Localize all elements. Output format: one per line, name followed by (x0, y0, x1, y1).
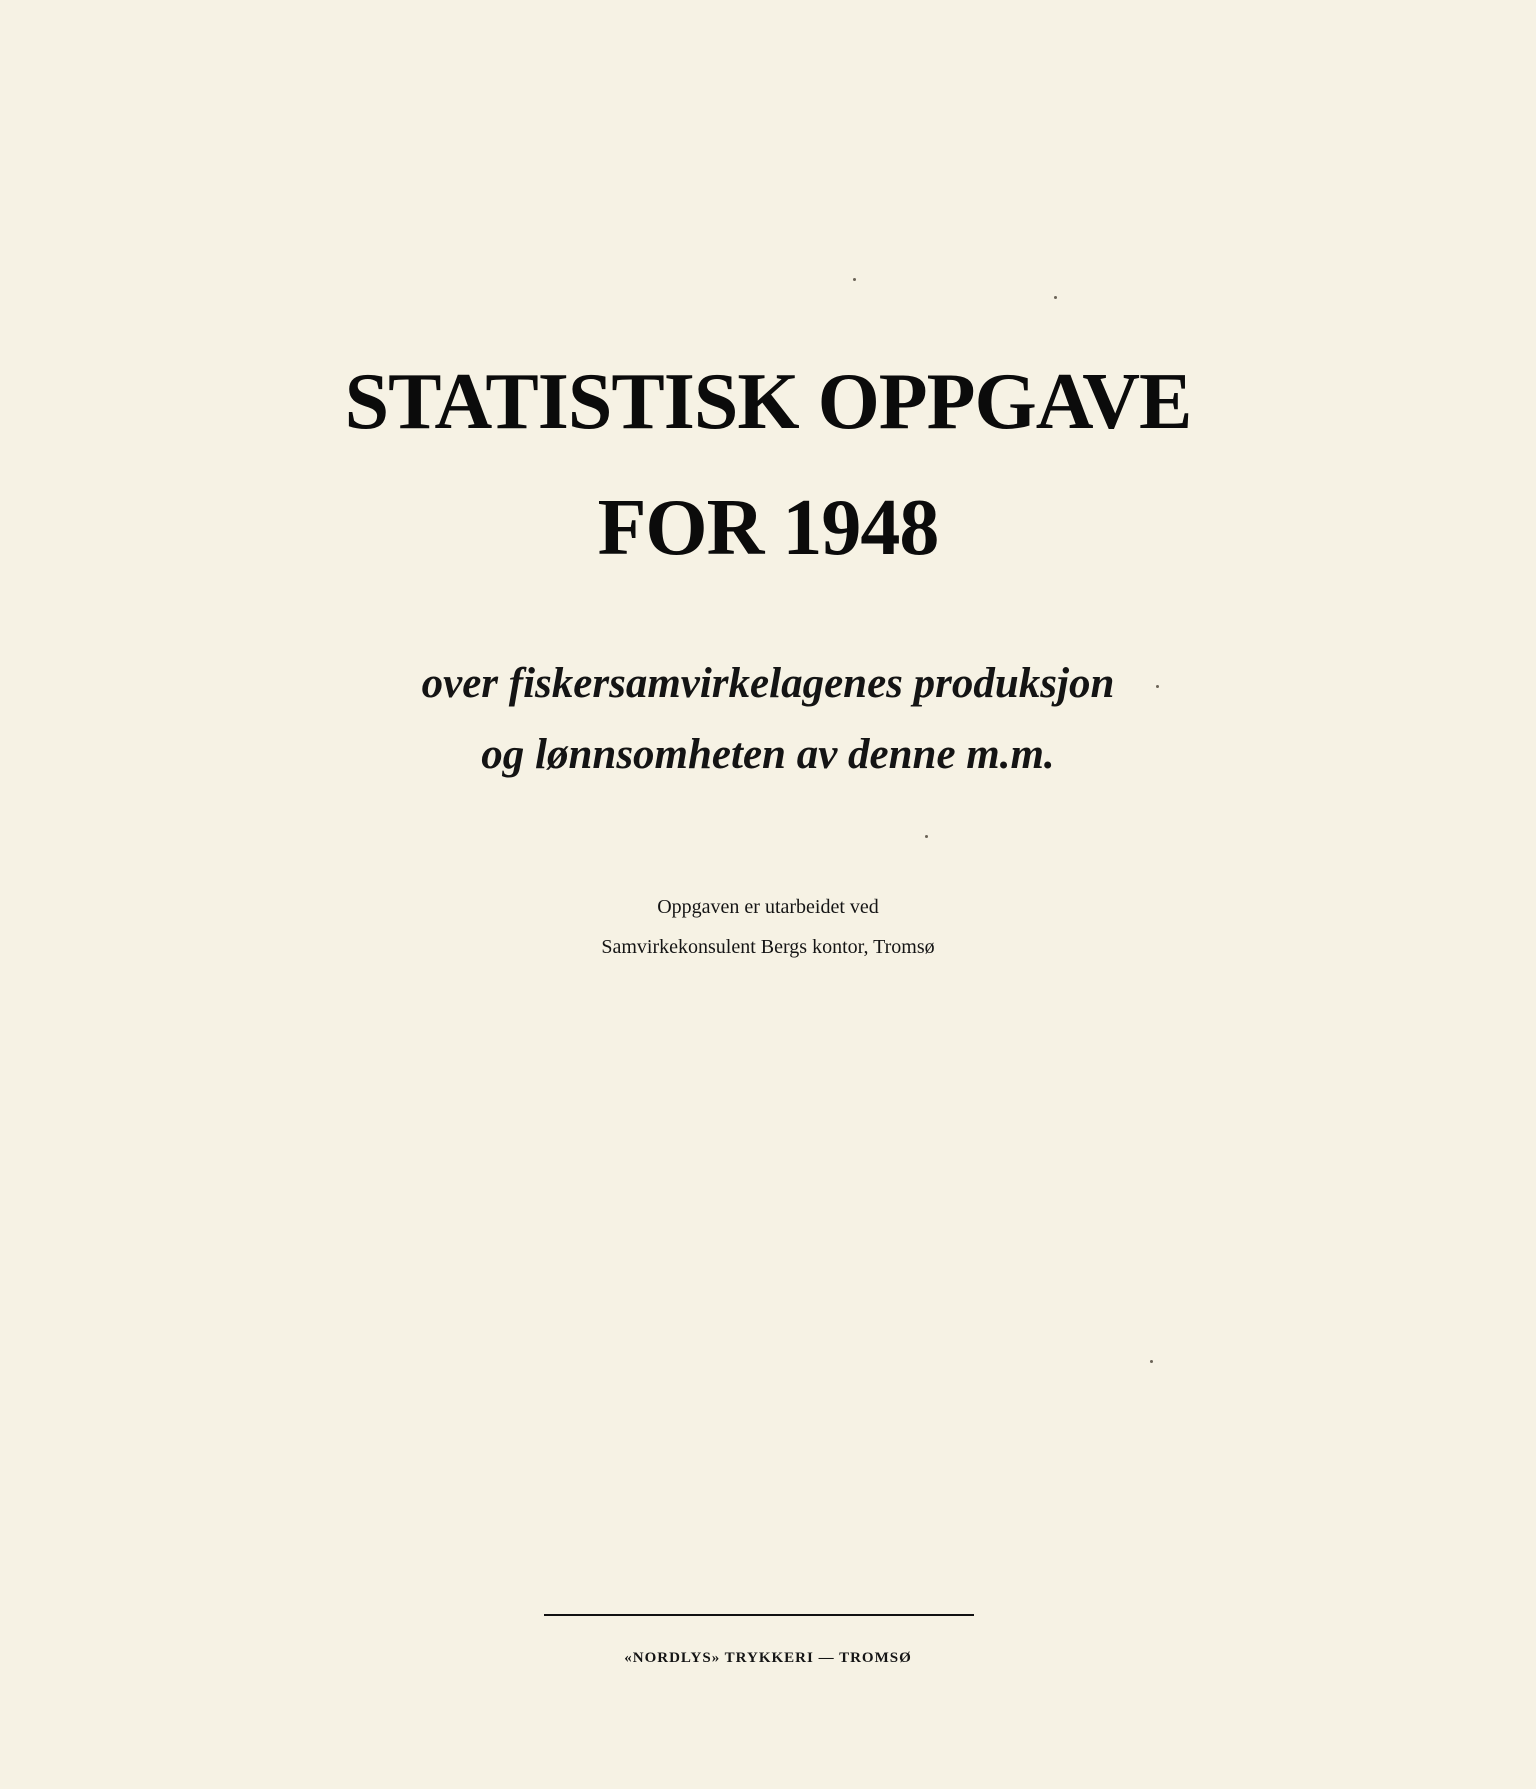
paper-speck (1150, 1360, 1153, 1363)
printer-imprint: «NORDLYS» TRYKKERI — TROMSØ (624, 1650, 912, 1666)
paper-speck (1054, 296, 1057, 299)
paper-speck (925, 835, 928, 838)
footer-rule (544, 1614, 974, 1616)
paper-speck (853, 278, 856, 281)
title-line-1: STATISTISK OPPGAVE (344, 358, 1192, 446)
credit-line-1: Oppgaven er utarbeidet ved (657, 896, 879, 918)
subtitle-line-1: over fiskersamvirkelagenes produksjon (421, 660, 1115, 707)
paper-speck (1156, 685, 1159, 688)
title-line-2: FOR 1948 (597, 484, 939, 572)
subtitle-line-2: og lønnsomheten av denne m.m. (481, 731, 1055, 778)
credit-line-2: Samvirkekonsulent Bergs kontor, Tromsø (601, 936, 935, 958)
